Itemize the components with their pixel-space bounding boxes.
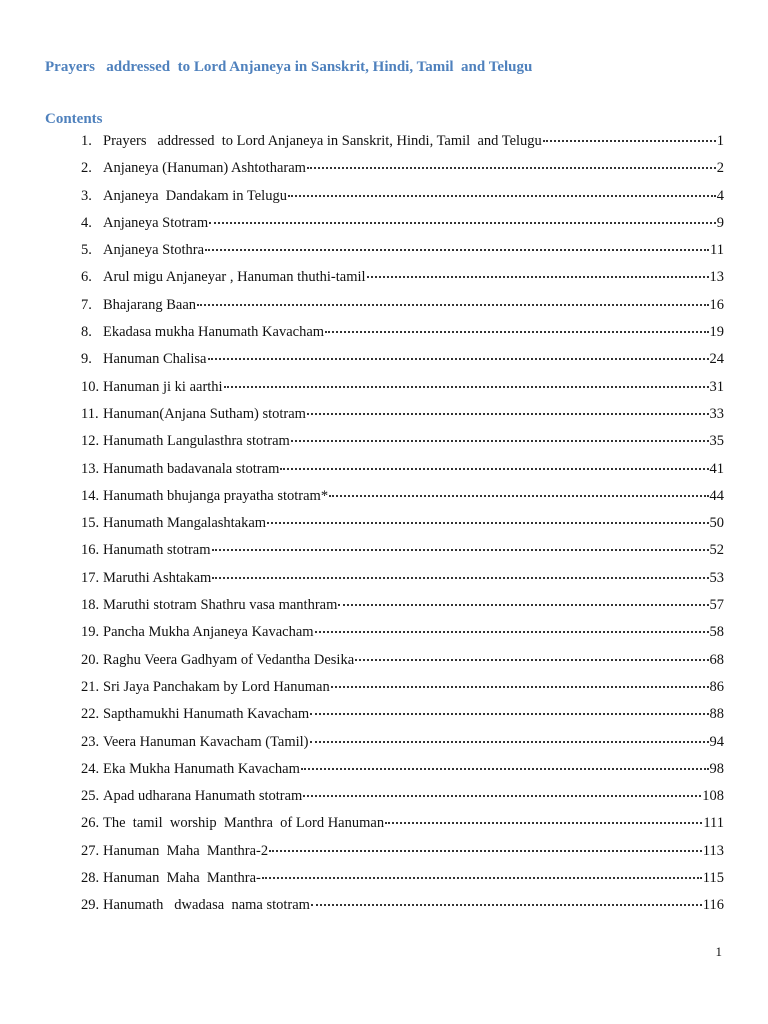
- toc-dot-leader: [367, 276, 709, 278]
- toc-entry[interactable]: [81, 595, 724, 622]
- toc-dot-leader: [197, 304, 708, 306]
- page-number: 1: [715, 944, 722, 959]
- toc-entry-number: 26.: [81, 815, 100, 832]
- toc-dot-leader: [338, 604, 708, 606]
- toc-dot-leader: [325, 331, 708, 333]
- toc-entry[interactable]: [81, 732, 724, 759]
- toc-entry-title[interactable]: Hanuman(Anjana Sutham) stotram: [103, 405, 306, 422]
- toc-entry-page[interactable]: 108: [702, 788, 724, 805]
- toc-entry-page[interactable]: 88: [709, 706, 724, 723]
- toc-entry[interactable]: [81, 568, 724, 595]
- toc-entry[interactable]: [81, 158, 724, 185]
- toc-entry-number: 22.: [81, 706, 100, 723]
- toc-dot-leader: [307, 413, 709, 415]
- toc-entry-title[interactable]: Veera Hanuman Kavacham (Tamil): [103, 733, 309, 750]
- toc-entry-title[interactable]: Hanuman Chalisa: [103, 351, 207, 368]
- toc-entry-number: 15.: [81, 515, 100, 532]
- toc-entry-number: 4.: [81, 214, 92, 231]
- toc-dot-leader: [355, 659, 708, 661]
- toc-entry-page[interactable]: 57: [709, 597, 724, 614]
- toc-dot-leader: [288, 195, 716, 197]
- toc-entry-title[interactable]: The tamil worship Manthra of Lord Hanuman: [103, 815, 385, 832]
- toc-entry-number: 5.: [81, 242, 92, 259]
- toc-entry-page[interactable]: 58: [709, 624, 724, 641]
- toc-entry-title[interactable]: Maruthi Ashtakam: [103, 569, 212, 586]
- toc-entry-title[interactable]: Hanuman ji ki aarthi: [103, 378, 223, 395]
- toc-entry[interactable]: [81, 459, 724, 486]
- toc-entry[interactable]: [81, 267, 724, 294]
- toc-entry-page[interactable]: 19: [709, 324, 724, 341]
- toc-entry-number: 18.: [81, 597, 100, 614]
- toc-entry-number: 29.: [81, 897, 100, 914]
- toc-entry-number: 2.: [81, 160, 92, 177]
- toc-entry-number: 12.: [81, 433, 100, 450]
- toc-entry-page[interactable]: 4: [716, 187, 724, 204]
- toc-dot-leader: [301, 768, 709, 770]
- toc-entry[interactable]: [81, 431, 724, 458]
- toc-entry-page[interactable]: 98: [709, 760, 724, 777]
- toc-dot-leader: [385, 822, 702, 824]
- toc-entry-page[interactable]: 13: [709, 269, 724, 286]
- toc-entry[interactable]: [81, 513, 724, 540]
- toc-entry[interactable]: [81, 759, 724, 786]
- toc-entry-title[interactable]: Ekadasa mukha Hanumath Kavacham: [103, 324, 325, 341]
- toc-entry[interactable]: [81, 213, 724, 240]
- toc-entry-title[interactable]: Apad udharana Hanumath stotram: [103, 788, 303, 805]
- toc-entry-number: 3.: [81, 187, 92, 204]
- toc-entry-title[interactable]: Raghu Veera Gadhyam of Vedantha Desika: [103, 651, 355, 668]
- toc-dot-leader: [267, 522, 708, 524]
- toc-entry-number: 16.: [81, 542, 100, 559]
- toc-entry[interactable]: [81, 813, 724, 840]
- toc-dot-leader: [331, 686, 709, 688]
- toc-entry[interactable]: [81, 377, 724, 404]
- toc-entry-title[interactable]: Anjaneya Stotram: [103, 214, 209, 231]
- toc-dot-leader: [310, 713, 708, 715]
- toc-dot-leader: [543, 140, 716, 142]
- toc-entry-number: 27.: [81, 842, 100, 859]
- toc-entry-page[interactable]: 116: [702, 897, 724, 914]
- toc-entry-title[interactable]: Eka Mukha Hanumath Kavacham: [103, 760, 300, 777]
- toc-entry[interactable]: [81, 622, 724, 649]
- toc-entry-page[interactable]: 2: [716, 160, 724, 177]
- toc-entry-page[interactable]: 1: [716, 133, 724, 149]
- toc-entry-title[interactable]: Hanumath Langulasthra stotram: [103, 433, 290, 450]
- toc-dot-leader: [307, 167, 716, 169]
- toc-entry-page[interactable]: 24: [709, 351, 724, 368]
- toc-entry-page[interactable]: 11: [710, 242, 724, 259]
- toc-dot-leader: [280, 468, 708, 470]
- toc-entry-page[interactable]: 50: [709, 515, 724, 532]
- toc-entry-page[interactable]: 44: [709, 487, 724, 504]
- toc-entry-page[interactable]: 52: [709, 542, 724, 559]
- toc-entry-page[interactable]: 113: [702, 842, 724, 859]
- toc-entry-page[interactable]: 86: [709, 678, 724, 695]
- toc-entry-page[interactable]: 31: [709, 378, 724, 395]
- toc-entry-title[interactable]: Hanumath dwadasa nama stotram: [103, 897, 310, 914]
- toc-entry-title[interactable]: Hanumath bhujanga prayatha stotram*: [103, 487, 329, 504]
- toc-entry-page[interactable]: 53: [709, 569, 724, 586]
- toc-entry-page[interactable]: 16: [709, 296, 724, 313]
- toc-dot-leader: [212, 577, 708, 579]
- toc-entry-title[interactable]: Maruthi stotram Shathru vasa manthram: [103, 597, 338, 614]
- toc-entry[interactable]: [81, 540, 724, 567]
- toc-entry-title[interactable]: Sapthamukhi Hanumath Kavacham: [103, 706, 310, 723]
- toc-dot-leader: [303, 795, 701, 797]
- toc-entry-number: 14.: [81, 487, 100, 504]
- toc-dot-leader: [205, 249, 709, 251]
- toc-entry-number: 23.: [81, 733, 100, 750]
- toc-entry-title[interactable]: Sri Jaya Panchakam by Lord Hanuman: [103, 678, 330, 695]
- toc-entry-page[interactable]: 35: [709, 433, 724, 450]
- toc-entry-number: 10.: [81, 378, 100, 395]
- toc-entry[interactable]: [81, 677, 724, 704]
- toc-entry[interactable]: [81, 841, 724, 868]
- toc-entry[interactable]: [81, 295, 724, 322]
- toc-entry[interactable]: [81, 868, 724, 895]
- document-title: Prayers addressed to Lord Anjaneya in Sanskrit, Hindi, Tamil and Telugu: [45, 59, 533, 75]
- toc-entry-page[interactable]: 41: [709, 460, 724, 477]
- toc-entry[interactable]: [81, 240, 724, 267]
- toc-entry[interactable]: [81, 131, 724, 158]
- toc-entry-page[interactable]: 33: [709, 405, 724, 422]
- toc-entry-title[interactable]: Arul migu Anjaneyar , Hanuman thuthi-tamil: [103, 269, 366, 286]
- table-of-contents: [81, 131, 724, 923]
- toc-entry-title[interactable]: Hanuman Maha Manthra-2: [103, 842, 269, 859]
- toc-entry-number: 6.: [81, 269, 92, 286]
- toc-dot-leader: [310, 741, 709, 743]
- toc-entry-title[interactable]: Pancha Mukha Anjaneya Kavacham: [103, 624, 314, 641]
- toc-entry-number: 17.: [81, 569, 100, 586]
- toc-entry[interactable]: [81, 186, 724, 213]
- toc-entry-title[interactable]: Anjaneya (Hanuman) Ashtotharam: [103, 160, 306, 177]
- toc-dot-leader: [262, 877, 702, 879]
- toc-entry-number: 9.: [81, 351, 92, 368]
- toc-dot-leader: [209, 222, 716, 224]
- toc-entry-title[interactable]: Anjaneya Stothra: [103, 242, 205, 259]
- toc-dot-leader: [311, 904, 702, 906]
- contents-heading: Contents: [45, 111, 103, 127]
- toc-entry-number: 28.: [81, 870, 100, 887]
- toc-entry-page[interactable]: 68: [709, 651, 724, 668]
- toc-dot-leader: [291, 440, 709, 442]
- toc-entry-number: 8.: [81, 324, 92, 341]
- toc-entry-page[interactable]: 111: [703, 815, 724, 832]
- toc-entry[interactable]: [81, 349, 724, 376]
- toc-entry[interactable]: [81, 486, 724, 513]
- toc-entry-title[interactable]: Hanuman Maha Manthra-: [103, 870, 261, 887]
- toc-entry-title[interactable]: Anjaneya Dandakam in Telugu: [103, 187, 287, 204]
- toc-entry[interactable]: [81, 895, 724, 922]
- toc-entry[interactable]: [81, 322, 724, 349]
- toc-dot-leader: [315, 631, 709, 633]
- toc-entry-title[interactable]: Hanumath Mangalashtakam: [103, 515, 267, 532]
- toc-dot-leader: [224, 386, 709, 388]
- toc-entry-number: 25.: [81, 788, 100, 805]
- toc-entry-number: 21.: [81, 678, 100, 695]
- toc-entry-title[interactable]: Hanumath stotram: [103, 542, 211, 559]
- toc-dot-leader: [208, 358, 709, 360]
- toc-entry-number: 11.: [81, 405, 99, 422]
- toc-entry-page[interactable]: 94: [709, 733, 724, 750]
- toc-dot-leader: [269, 850, 702, 852]
- toc-entry-number: 13.: [81, 460, 100, 477]
- toc-entry-page[interactable]: 9: [716, 214, 724, 231]
- toc-dot-leader: [212, 549, 709, 551]
- toc-entry-number: 7.: [81, 296, 92, 313]
- toc-entry-title[interactable]: Prayers addressed to Lord Anjaneya in Sanskrit, Hindi, Tamil and Telugu: [103, 133, 542, 149]
- toc-entry-title[interactable]: Hanumath badavanala stotram: [103, 460, 280, 477]
- toc-entry[interactable]: [81, 704, 724, 731]
- toc-entry[interactable]: [81, 650, 724, 677]
- toc-entry-title[interactable]: Bhajarang Baan: [103, 296, 197, 313]
- toc-entry[interactable]: [81, 786, 724, 813]
- toc-dot-leader: [329, 495, 708, 497]
- toc-entry-page[interactable]: 115: [702, 870, 724, 887]
- toc-entry-number: 19.: [81, 624, 100, 641]
- toc-entry-number: 1.: [81, 133, 92, 149]
- toc-entry[interactable]: [81, 404, 724, 431]
- toc-entry-number: 24.: [81, 760, 100, 777]
- toc-entry-number: 20.: [81, 651, 100, 668]
